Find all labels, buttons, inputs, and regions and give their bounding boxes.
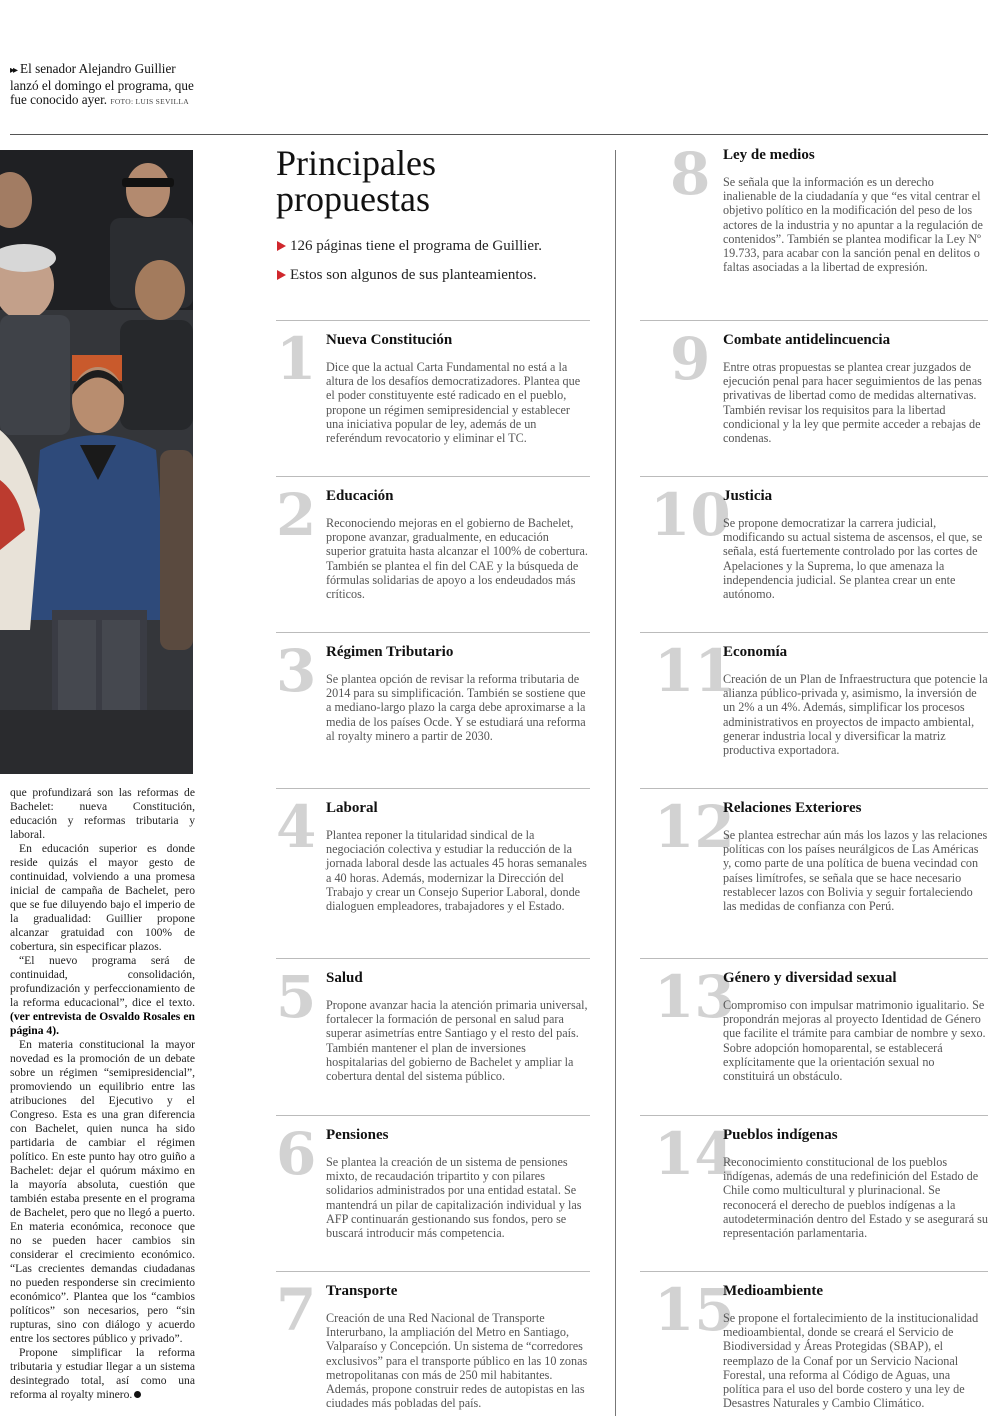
proposal-text: Reconocimiento constitucional de los pueblos indígenas, además de una redefinición del Estado de Chile como multicultural y plurinacional. Se reconocerá el derecho de pueblos indígenas a la autodeterminación dentro del Estado y se asegurará su representación parlamentaria. xyxy=(723,1155,988,1241)
article-paragraph xyxy=(10,1346,195,1402)
proposal-rule xyxy=(276,1115,590,1116)
proposal-rule xyxy=(640,632,988,633)
proposal-text: Compromiso con impulsar matrimonio igualitario. Se propondrán mejoras al proyecto Identidad de Género que facilite el trámite para cambiar de nombre y sexo. Sobre adopción homoparental, se establecerá explícitamente que la orientación sexual no constituirá un obstáculo. xyxy=(723,998,986,1084)
proposal-title: Relaciones Exteriores xyxy=(723,800,862,816)
bullet-item: Estos son algunos de sus planteamientos. xyxy=(276,267,596,284)
proposal-number: 6 xyxy=(276,1120,317,1188)
proposal-text: Entre otras propuestas se plantea crear juzgados de ejecución penal para hacer seguimientos de las penas privativas de libertad como de medidas alternativas. También revisar los requisitos para la libertad condicional y la ley que permite acceder a rebajas de condenas. xyxy=(723,360,982,446)
proposal-number: 5 xyxy=(276,963,317,1031)
proposal-text: Se plantea la creación de un sistema de pensiones mixto, de recaudación tripartito y con pilares solidarios administrados por una entidad estatal. Se mantendrá un pilar de capitalización individual y las AFP continuarán gestionando sus fondos, pero se buscará introducir más competencia. xyxy=(326,1155,582,1241)
proposal-rule xyxy=(640,788,988,789)
proposal-number: 12 xyxy=(654,793,735,861)
proposal-text: Se propone democratizar la carrera judicial, modificando su actual sistema de ascensos, el que, se señala, está fuertemente controlado por las cortes de Apelaciones y la Suprema, lo que amenaza la independencia judicial. Se plantea crear un ente autónomo. xyxy=(723,516,983,602)
proposal-number: 7 xyxy=(276,1276,317,1344)
article-cross-reference: (ver entrevista de Osvaldo Rosales en página 4). xyxy=(10,1010,195,1037)
proposal-text: Se plantea estrechar aún más los lazos y las relaciones políticas con los países neurálgicos de Las Américas y, como parte de una política de buena vecindad con países limítrofes, se señala que se hace necesario restablecer lazos con Bolivia y seguir fortaleciendo las medidas de confianza con Perú. xyxy=(723,828,988,914)
article-paragraph xyxy=(10,954,195,1038)
proposal-6 xyxy=(276,1115,590,1265)
proposal-rule xyxy=(276,476,590,477)
proposal-title: Laboral xyxy=(326,800,378,816)
article-paragraph: En materia constitucional la mayor novedad es la promoción de un debate sobre un régimen “semipresidencial”, promoviendo un equilibrio entre las atribuciones del Ejecutivo y el Congreso. Esta es una gran diferencia con Bachelet, quien nunca ha sido partidaria de cambiar el régimen político. En este punto hay otro guiño a Bachelet: dejar el quórum máximo en la mayoría absoluta, cuestión que también estaba presente en el programa de Bachelet, pero que no llegó a puerto. En materia económica, reconoce que no se pueden hacer cambios sin considerar el crecimiento económico. “Las crecientes demandas ciudadanas no pueden responderse sin crecimiento económico”. Plantea que los “cambios políticos” son necesarios, pero “sin rupturas, sino con diálogo y acuerdo entre los sectores público y privado”. xyxy=(10,1038,195,1345)
proposal-12 xyxy=(640,788,988,953)
proposal-3 xyxy=(276,632,590,782)
proposal-15 xyxy=(640,1271,988,1416)
page-title: Principales propuestas xyxy=(276,143,436,219)
proposal-rule xyxy=(276,1271,590,1272)
proposal-title: Justicia xyxy=(723,488,773,504)
caption-text: El senador Alejandro Guillier lanzó el domingo el programa, que fue conocido ayer. xyxy=(10,61,194,107)
article-paragraph: En educación superior es donde reside quizás el mayor gesto de continuidad, volviendo a una promesa inicial de campaña de Bachelet, pero que se fue diluyendo bajo el imperio de la gradualidad: Guillier propone alcanzar gratuidad con 100% de cobertura, sin especificar plazos. xyxy=(10,842,195,953)
proposal-number: 4 xyxy=(276,793,317,861)
proposal-title: Salud xyxy=(326,970,363,986)
proposal-text: Creación de un Plan de Infraestructura que potencie la alianza público-privada y, asimismo, la inversión de un 2% a un 4%. Además, simplificar los procesos administrativos en proyectos de impacto ambiental, generar industria local y diversificar la matriz productiva exportadora. xyxy=(723,672,988,758)
proposal-text: Plantea reponer la titularidad sindical de la negociación colectiva y estudiar la reducción de la jornada laboral desde las actuales 45 horas semanales a 40 horas. Además, modernizar la Dirección del Trabajo y crear un Consejo Superior Laboral, donde dialoguen empleadores, trabajadores y el Estado. xyxy=(326,828,587,914)
proposal-rule xyxy=(276,788,590,789)
proposal-number: 1 xyxy=(276,325,317,393)
proposal-rule xyxy=(640,1115,988,1116)
proposal-title: Régimen Tributario xyxy=(326,644,454,660)
proposal-text: Se plantea opción de revisar la reforma tributaria de 2014 para su simplificación. También se sostiene que a mediano-largo plazo la carga debe aproximarse a la media de los países Ocde. Y se estudiará una reforma al royalty minero a partir de 2030. xyxy=(326,672,586,743)
end-mark-icon xyxy=(134,1391,141,1398)
proposal-9 xyxy=(640,320,988,470)
proposal-title: Nueva Constitución xyxy=(326,332,453,348)
proposal-text: Propone avanzar hacia la atención primaria universal, fortalecer la formación de personal en salud para superar asimetrías entre Santiago y el resto del país. También mantener el plan de inversiones hospitalarias del gobierno de Bachelet y ampliar la cobertura dental del sistema público. xyxy=(326,998,588,1084)
proposal-2 xyxy=(276,476,590,626)
proposal-title: Género y diversidad sexual xyxy=(723,970,897,986)
proposal-rule xyxy=(276,320,590,321)
proposal-title: Educación xyxy=(326,488,394,504)
proposal-title: Medioambiente xyxy=(723,1283,823,1299)
proposal-title: Ley de medios xyxy=(723,147,815,163)
proposal-number: 3 xyxy=(276,637,317,705)
proposal-title: Pueblos indígenas xyxy=(723,1127,838,1143)
proposal-title: Pensiones xyxy=(326,1127,389,1143)
proposal-text: Se propone el fortalecimiento de la institucionalidad medioambiental, donde se creará el Servicio de Biodiversidad y Áreas Protegidas (SBAP), el reemplazo de la Conaf por un Servicio Nacional Forestal, una reforma al Código de Aguas, una política para el uso del borde costero y una ley de Desastres Naturales y Cambio Climático. xyxy=(723,1311,979,1411)
proposal-11 xyxy=(640,632,988,782)
proposal-number: 14 xyxy=(654,1120,735,1188)
proposal-13 xyxy=(640,958,988,1108)
proposal-text: Creación de una Red Nacional de Transporte Interurbano, la ampliación del Metro en Santiago, Valparaíso y Concepción. Un sistema de “corredores exclusivos” para el transporte público en las 10 zonas metropolitanas con más de 250 mil habitantes. Además, propone construir redes de autopistas en las ciudades más pobladas del país. xyxy=(326,1311,588,1411)
proposal-rule xyxy=(640,1271,988,1272)
proposal-rule xyxy=(640,958,988,959)
proposal-title: Transporte xyxy=(326,1283,398,1299)
proposal-rule xyxy=(640,320,988,321)
proposal-number: 15 xyxy=(654,1276,735,1344)
proposal-rule xyxy=(640,476,988,477)
proposal-rule xyxy=(276,958,590,959)
event-photo xyxy=(0,150,193,774)
proposal-text: Se señala que la información es un derecho inalienable de la ciudadanía y que “es vital centrar el objetivo político en la modificación del peso de los actores de la industria y no apuntar a la regulación de contenidos”. También se plantea modificar la Ley Nº 19.733, para acabar con la sanción penal en delitos o faltas asociadas a la libertad de expresión. xyxy=(723,175,983,275)
proposal-8 xyxy=(640,135,988,315)
proposal-number: 11 xyxy=(654,637,735,705)
photo-caption xyxy=(10,62,195,110)
proposal-text: Dice que la actual Carta Fundamental no está a la altura de los desafíos democratizadores. Plantea que el poder constituyente esté radicado en el pueblo, propone un régimen semipresidencial y establecer una iniciativa popular de ley, además de un referéndum revocatorio y eliminar el TC. xyxy=(326,360,581,446)
proposal-text: Reconociendo mejoras en el gobierno de Bachelet, propone avanzar, gradualmente, en educación superior gratuita hasta alcanzar el 100% de cobertura. También se plantea el fin del CAE y la búsqueda de fórmulas solidarias de apoyo a los endeudados más críticos. xyxy=(326,516,588,602)
proposal-title: Combate antidelincuencia xyxy=(723,332,891,348)
article-body xyxy=(10,786,195,1402)
proposal-1 xyxy=(276,320,590,470)
event-photo-graphic xyxy=(0,150,193,774)
article-last-paragraph: Propone simplificar la reforma tributaria y estudiar llegar a un sistema desintegrado total, así como una reforma al royalty minero. xyxy=(10,1346,195,1401)
proposal-10 xyxy=(640,476,988,626)
intro-bullets xyxy=(276,238,596,296)
proposal-rule xyxy=(276,632,590,633)
proposal-5 xyxy=(276,958,590,1108)
column-divider xyxy=(615,150,616,1416)
article-paragraph: que profundizará son las reformas de Bachelet: nueva Constitución, educación y reformas tributaria y laboral. xyxy=(10,786,195,841)
proposal-number: 8 xyxy=(670,140,711,208)
article-quote: “El nuevo programa será de continuidad, consolidación, profundización y perfeccionamiento de la reforma educacional”, dice el texto. xyxy=(10,954,195,1009)
proposal-number: 10 xyxy=(650,481,731,549)
proposal-4 xyxy=(276,788,590,953)
proposal-title: Economía xyxy=(723,644,788,660)
proposal-number: 9 xyxy=(670,325,711,393)
proposal-number: 13 xyxy=(654,963,735,1031)
proposal-14 xyxy=(640,1115,988,1265)
bullet-item: 126 páginas tiene el programa de Guillier. xyxy=(276,238,596,255)
proposal-number: 2 xyxy=(276,481,317,549)
proposal-7 xyxy=(276,1271,590,1416)
photo-credit: FOTO: LUIS SEVILLA xyxy=(110,97,189,106)
caption-arrows-icon: ▸▸ xyxy=(10,65,17,76)
